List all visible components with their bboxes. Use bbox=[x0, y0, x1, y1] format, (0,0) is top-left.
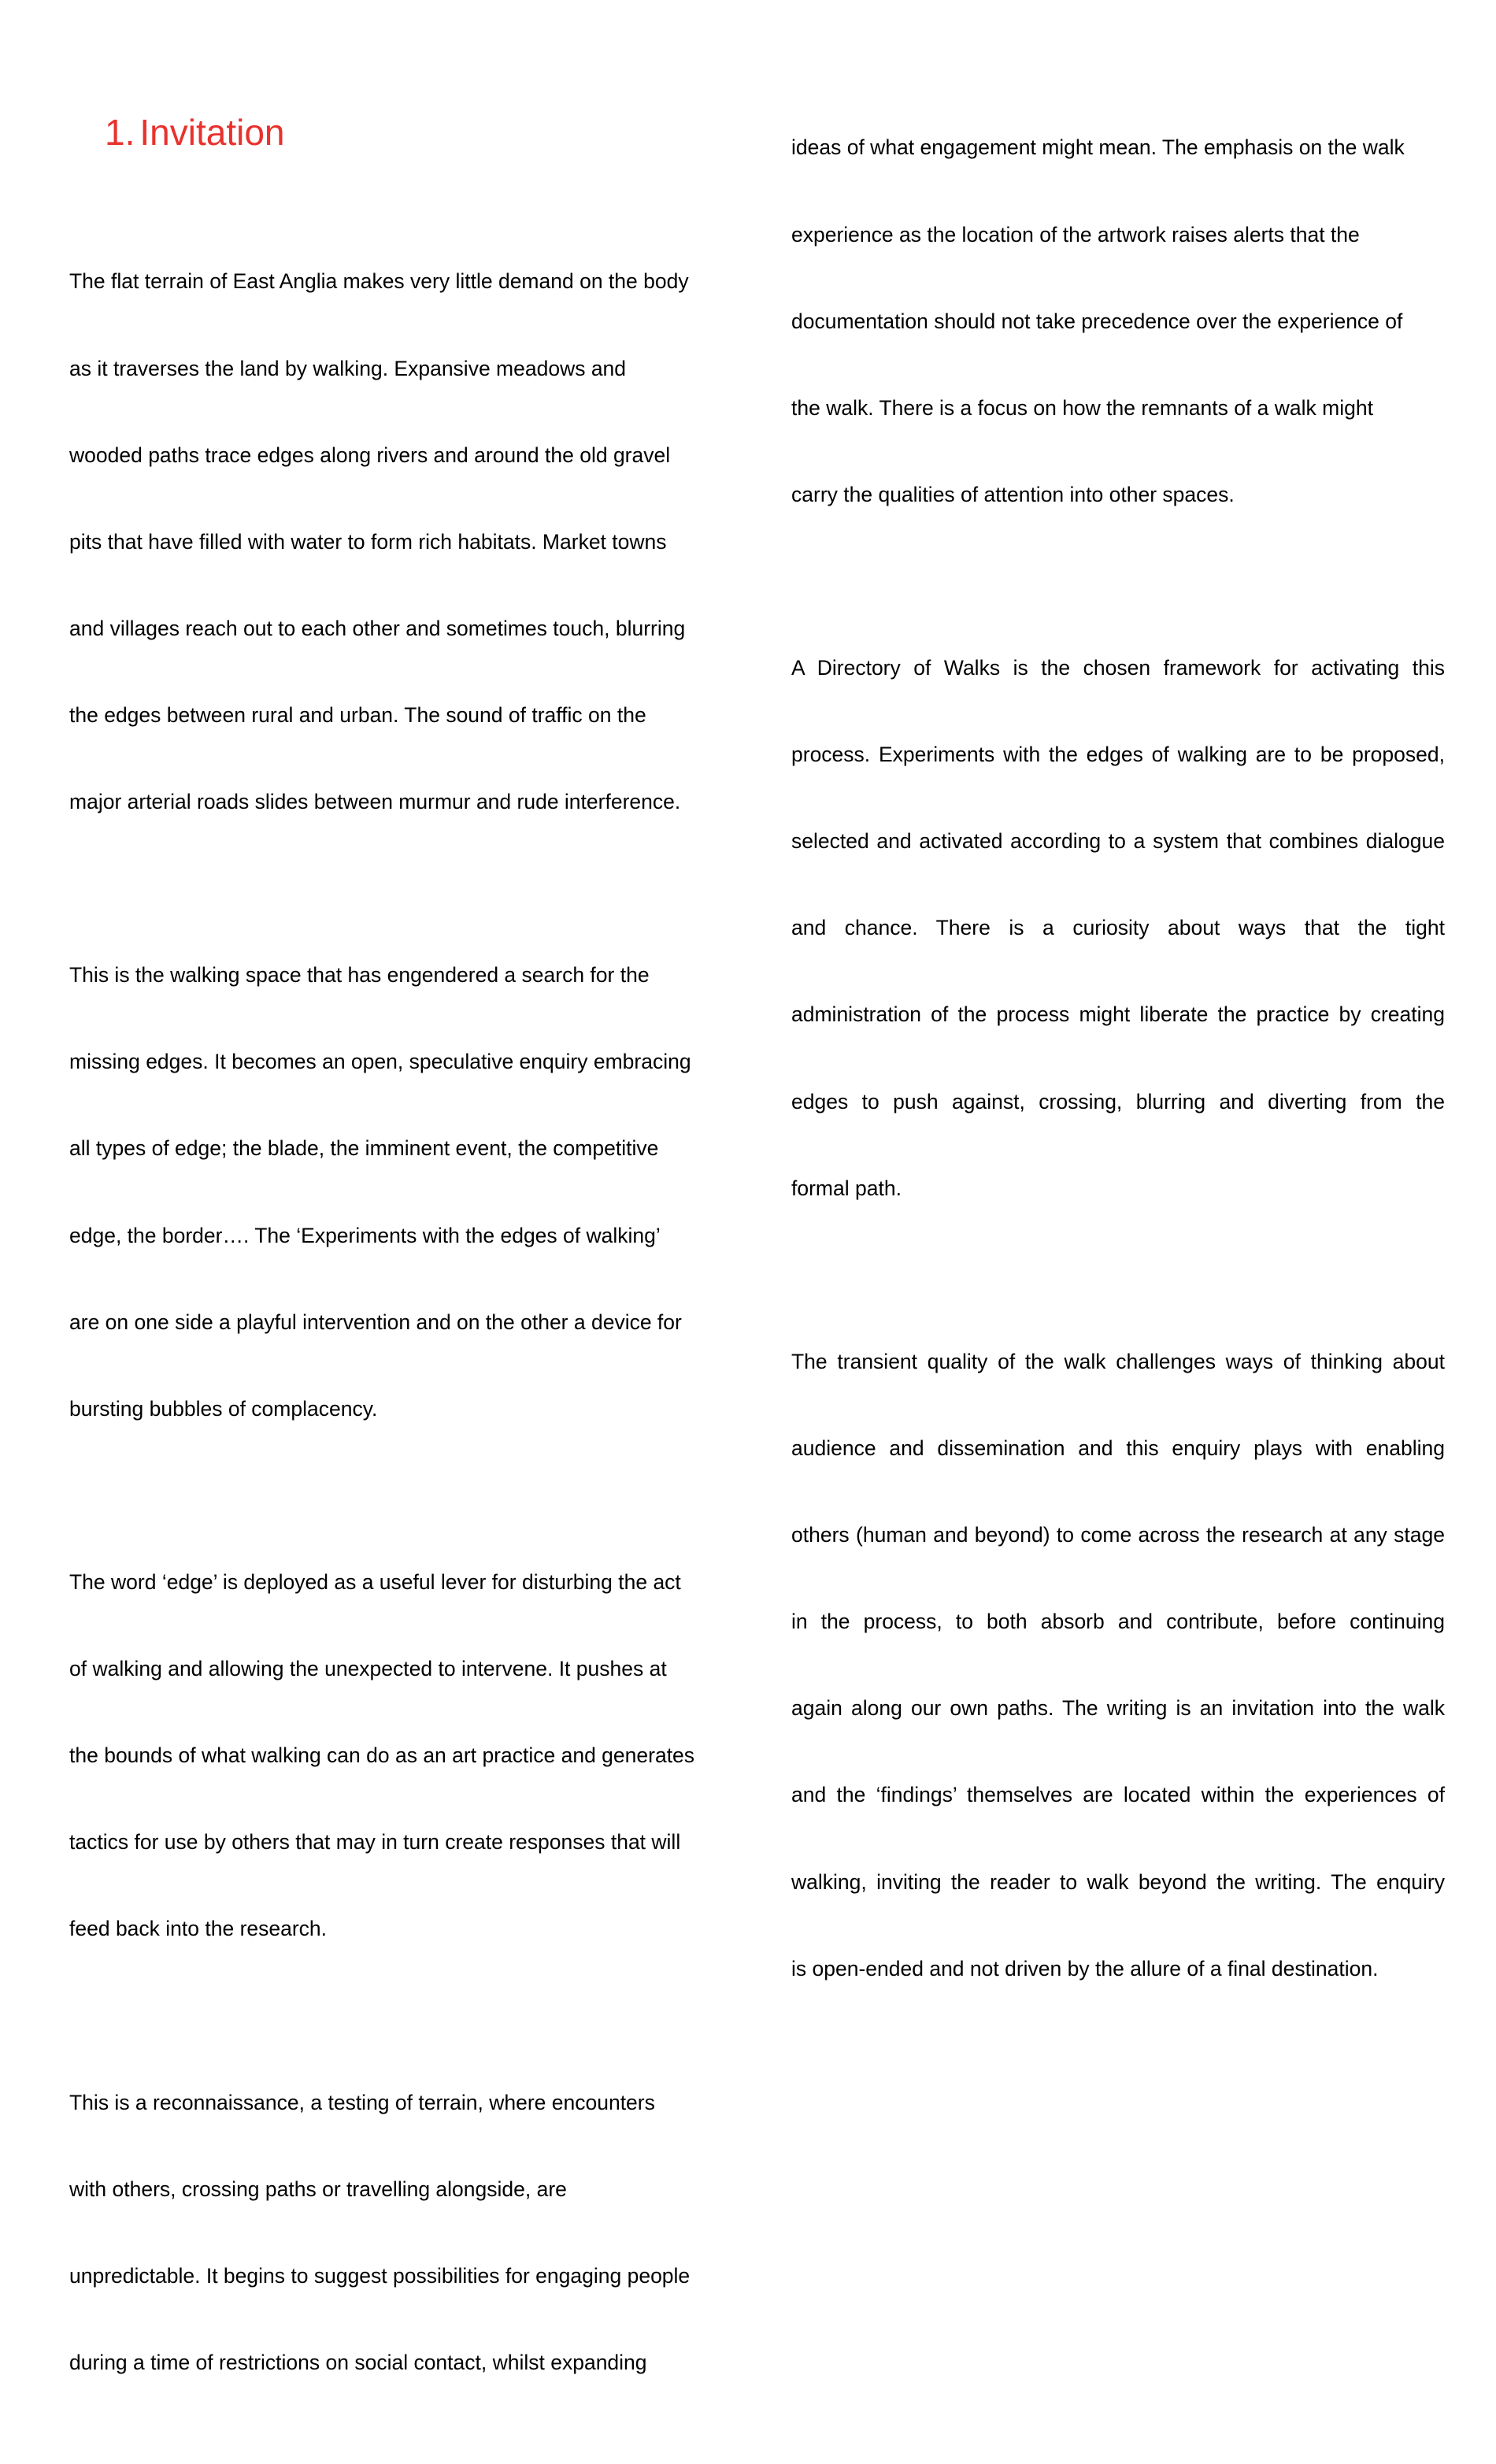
text-line: others (human and beyond) to come across the research at any stage bbox=[791, 1523, 1445, 1547]
text-line: edges to push against, crossing, blurring and diverting from the bbox=[791, 1089, 1445, 1113]
text-line: This is the walking space that has engendered a search for the bbox=[69, 963, 650, 987]
text-line: The transient quality of the walk challenges ways of thinking about bbox=[791, 1349, 1445, 1373]
text-line: bursting bubbles of complacency. bbox=[69, 1396, 378, 1421]
paragraph bbox=[791, 76, 1445, 567]
paragraph bbox=[69, 209, 723, 874]
left-text-column bbox=[69, 209, 723, 2464]
text-line: and the ‘findings’ themselves are located within the experiences of bbox=[791, 1783, 1445, 1807]
text-line: tactics for use by others that may in turn create responses that will bbox=[69, 1830, 681, 1854]
text-line: the bounds of what walking can do as an art practice and generates bbox=[69, 1743, 695, 1768]
text-line: major arterial roads slides between murmur and rude interference. bbox=[69, 790, 681, 814]
paragraph bbox=[69, 1510, 723, 2002]
text-line: of walking and allowing the unexpected to intervene. It pushes at bbox=[69, 1657, 667, 1681]
text-line: The word ‘edge’ is deployed as a useful lever for disturbing the act bbox=[69, 1570, 681, 1595]
text-line: and villages reach out to each other and sometimes touch, blurring bbox=[69, 616, 686, 640]
text-line: the walk. There is a focus on how the remnants of a walk might bbox=[791, 395, 1373, 420]
text-line: are on one side a playful intervention and on the other a device for bbox=[69, 1310, 682, 1334]
text-line: edge, the border…. The ‘Experiments with the edges of walking’ bbox=[69, 1223, 661, 1247]
text-line: carry the qualities of attention into other spaces. bbox=[791, 482, 1235, 506]
section-heading bbox=[105, 110, 285, 154]
paragraph bbox=[69, 2030, 723, 2435]
text-line: feed back into the research. bbox=[69, 1917, 328, 1941]
text-line: ideas of what engagement might mean. The emphasis on the walk bbox=[791, 135, 1405, 160]
text-line: experience as the location of the artwork raises alerts that the bbox=[791, 222, 1360, 246]
text-line: documentation should not take precedence over the experience of bbox=[791, 309, 1403, 333]
text-line: all types of edge; the blade, the imminent event, the competitive bbox=[69, 1136, 659, 1161]
text-line: The flat terrain of East Anglia makes very little demand on the body bbox=[69, 269, 689, 294]
text-line: and chance. There is a curiosity about ways that the tight bbox=[791, 916, 1445, 940]
text-line: during a time of restrictions on social contact, whilst expanding bbox=[69, 2350, 647, 2374]
text-line: unpredictable. It begins to suggest possibilities for engaging people bbox=[69, 2263, 691, 2288]
text-line: audience and dissemination and this enquiry plays with enabling bbox=[791, 1436, 1445, 1461]
text-line: as it traverses the land by walking. Expansive meadows and bbox=[69, 356, 627, 380]
text-line: missing edges. It becomes an open, speculative enquiry embracing bbox=[69, 1050, 691, 1074]
text-line: the edges between rural and urban. The sound of traffic on the bbox=[69, 702, 646, 727]
text-line: in the process, to both absorb and contribute, before continuing bbox=[791, 1610, 1445, 1634]
text-line: A Directory of Walks is the chosen framework for activating this bbox=[791, 656, 1445, 680]
text-line: again along our own paths. The writing is an invitation into the walk bbox=[791, 1696, 1445, 1721]
text-line: formal path. bbox=[791, 1176, 902, 1200]
paragraph bbox=[791, 596, 1445, 1261]
text-line: walking, inviting the reader to walk beyond the writing. The enquiry bbox=[791, 1869, 1445, 1894]
text-line: administration of the process might liberate the practice by creating bbox=[791, 1002, 1445, 1027]
text-line: is open-ended and not driven by the allure of a final destination. bbox=[791, 1956, 1379, 1980]
right-text-column bbox=[791, 76, 1445, 2069]
paragraph bbox=[69, 903, 723, 1481]
text-line: with others, crossing paths or travelling alongside, are bbox=[69, 2177, 567, 2201]
text-line: wooded paths trace edges along rivers and around the old gravel bbox=[69, 443, 671, 467]
paragraph bbox=[791, 1290, 1445, 2041]
section-number: 1. bbox=[105, 112, 135, 153]
text-line: pits that have filled with water to form rich habitats. Market towns bbox=[69, 529, 667, 554]
text-line: This is a reconnaissance, a testing of terrain, where encounters bbox=[69, 2090, 655, 2114]
section-title: Invitation bbox=[139, 112, 285, 153]
text-line: selected and activated according to a system that combines dialogue bbox=[791, 829, 1445, 854]
text-line: process. Experiments with the edges of walking are to be proposed, bbox=[791, 743, 1445, 767]
